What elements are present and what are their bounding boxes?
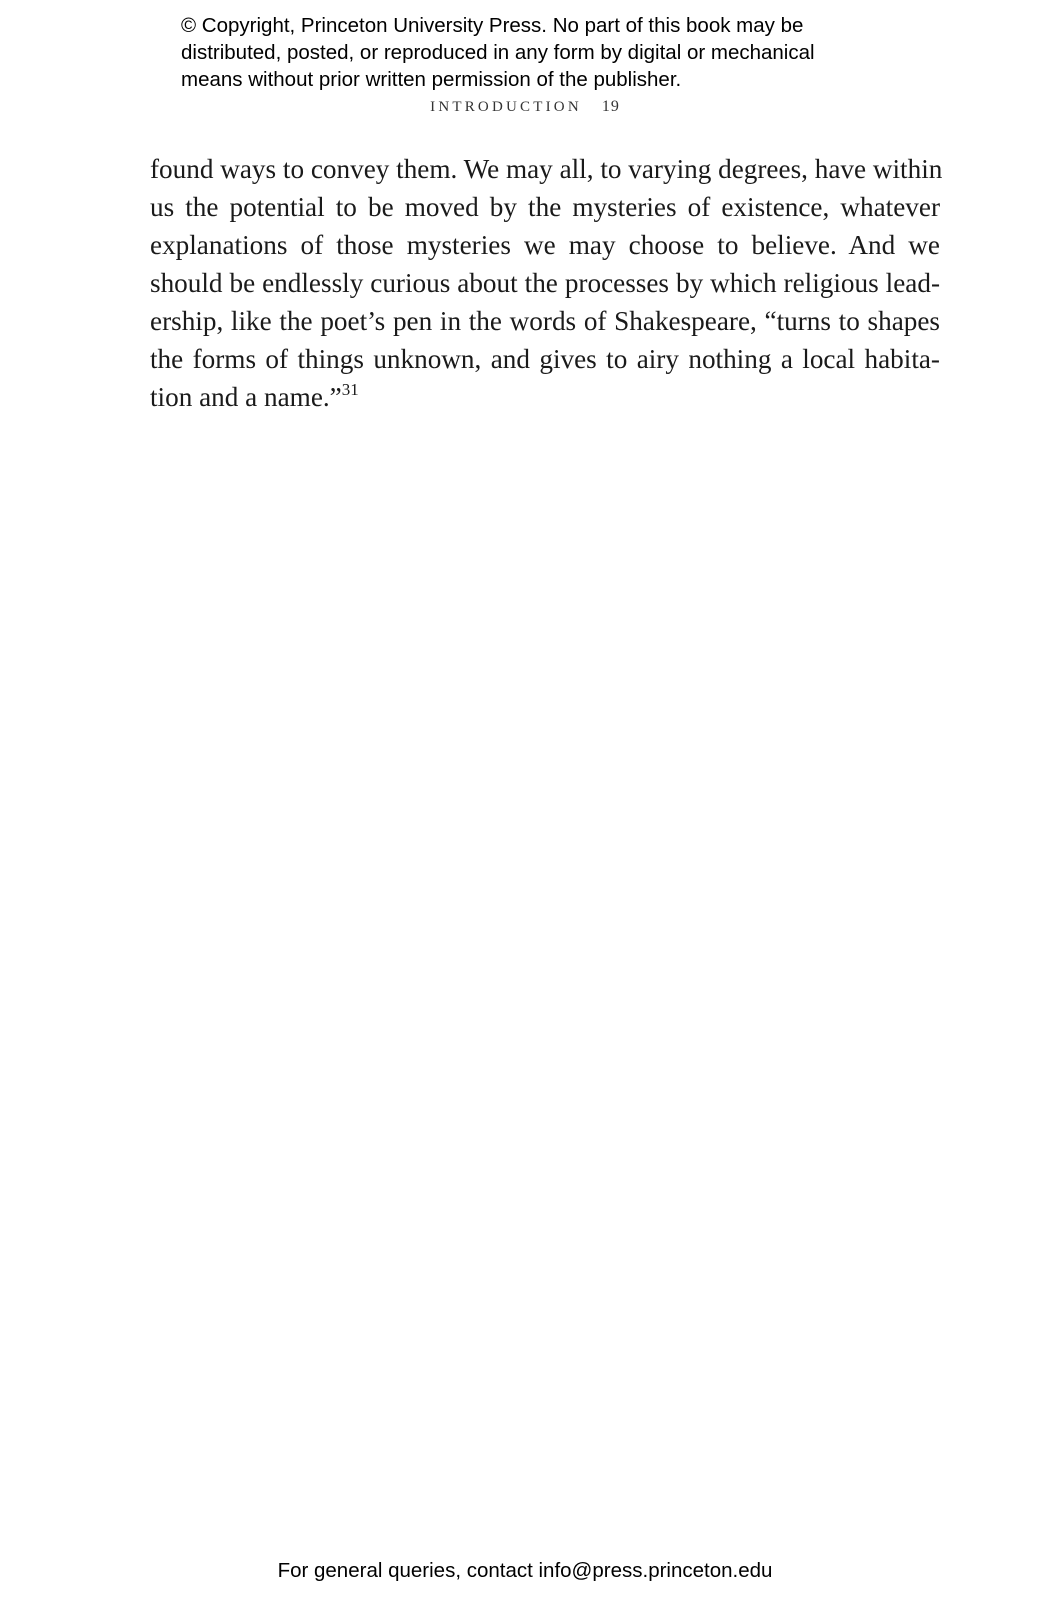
body-line: explanations of those mysteries we may choose to believe. And we — [150, 230, 940, 260]
body-line: us the potential to be moved by the mysteries of existence, whatever — [150, 192, 940, 222]
body-paragraph — [150, 150, 943, 416]
running-head-section: INTRODUCTION — [430, 99, 582, 115]
running-head — [0, 98, 1050, 116]
footer-contact: For general queries, contact info@press.princeton.edu — [277, 1559, 773, 1582]
body-line-last — [150, 378, 940, 416]
copyright-notice — [181, 12, 901, 93]
body-line: should be endlessly curious about the processes by which religious lead- — [150, 268, 940, 298]
copyright-line: © Copyright, Princeton University Press. No part of this book may be — [181, 14, 804, 37]
footnote-reference: 31 — [341, 380, 359, 399]
body-line-text: tion and a name.” — [150, 382, 342, 412]
body-line: ership, like the poet’s pen in the words of Shakespeare, “turns to shapes — [150, 306, 940, 336]
page-number: 19 — [601, 98, 620, 115]
copyright-line: distributed, posted, or reproduced in any form by digital or mechanical — [181, 41, 815, 64]
body-line: the forms of things unknown, and gives to airy nothing a local habita- — [150, 344, 940, 374]
body-line: found ways to convey them. We may all, to varying degrees, have within — [150, 154, 943, 184]
copyright-line: means without prior written permission of the publisher. — [181, 68, 682, 91]
